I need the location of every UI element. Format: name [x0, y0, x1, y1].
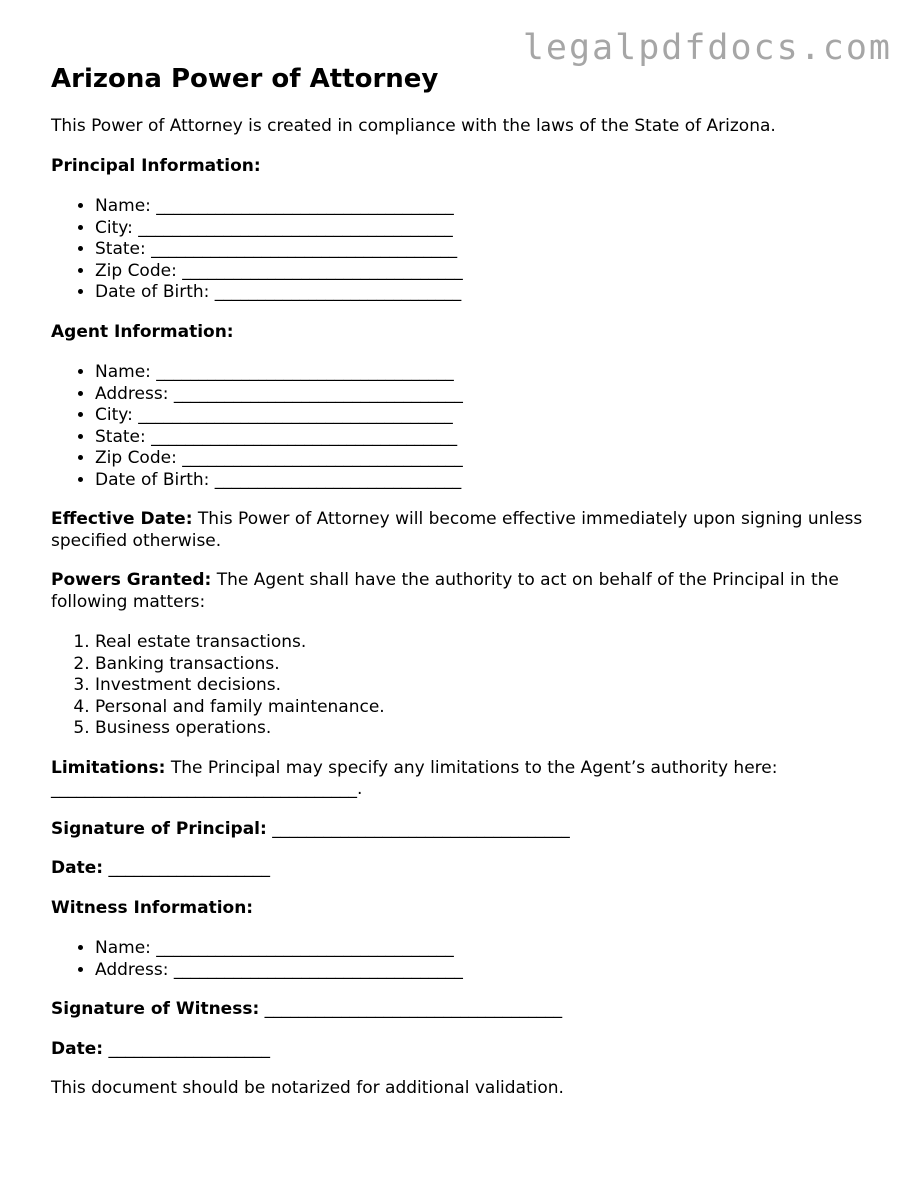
witness-address-field[interactable]: • Address: __________________________________	[95, 960, 871, 982]
principal-signature-line[interactable]: Signature of Principal: ___________________________________	[51, 818, 570, 839]
list-item: 4. Personal and family maintenance.	[95, 697, 871, 719]
limitations-paragraph[interactable]: Limitations: The Principal may specify any limitations to the Agent’s authority here: ____________________________________.	[51, 757, 778, 799]
agent-address-field[interactable]: • Address: __________________________________	[95, 384, 871, 406]
list-item: 3. Investment decisions.	[95, 675, 871, 697]
principal-name-field[interactable]: • Name: ___________________________________	[95, 196, 871, 218]
list-item: 2. Banking transactions.	[95, 654, 871, 676]
principal-city-field[interactable]: • City: _____________________________________	[95, 218, 871, 240]
list-item: 1. Real estate transactions.	[95, 632, 871, 654]
witness-name-field[interactable]: • Name: ___________________________________	[95, 938, 871, 960]
witness-signature-line[interactable]: Signature of Witness: ___________________________________	[51, 999, 563, 1019]
witness-fields	[51, 938, 871, 981]
powers-list	[51, 632, 871, 740]
witness-date-line[interactable]: Date: ___________________	[51, 1038, 270, 1059]
principal-fields	[51, 196, 871, 304]
principal-heading: Principal Information:	[51, 155, 261, 176]
powers-paragraph: Powers Granted: The Agent shall have the authority to act on behalf of the Principal in the following matters:	[51, 570, 839, 612]
agent-zip-field[interactable]: • Zip Code: _________________________________	[95, 448, 871, 470]
page-title: Arizona Power of Attorney	[51, 64, 439, 94]
agent-state-field[interactable]: • State: ____________________________________	[95, 427, 871, 449]
list-item: 5. Business operations.	[95, 718, 871, 740]
principal-state-field[interactable]: • State: ____________________________________	[95, 239, 871, 261]
agent-heading: Agent Information:	[51, 321, 234, 342]
principal-zip-field[interactable]: • Zip Code: _________________________________	[95, 261, 871, 283]
agent-name-field[interactable]: • Name: ___________________________________	[95, 362, 871, 384]
agent-fields	[51, 362, 871, 491]
effective-date-paragraph: Effective Date: This Power of Attorney will become effective immediately upon signing unless specified otherwise.	[51, 509, 863, 551]
principal-date-line[interactable]: Date: ___________________	[51, 858, 270, 878]
document	[51, 62, 871, 1100]
agent-dob-field[interactable]: • Date of Birth: _____________________________	[95, 470, 871, 492]
closing-text: This document should be notarized for additional validation.	[51, 1078, 564, 1098]
agent-city-field[interactable]: • City: _____________________________________	[95, 405, 871, 427]
principal-dob-field[interactable]: • Date of Birth: _____________________________	[95, 282, 871, 304]
intro-text: This Power of Attorney is created in compliance with the laws of the State of Arizona.	[51, 116, 776, 136]
watermark: legalpdfdocs.com	[522, 28, 892, 68]
witness-heading: Witness Information:	[51, 897, 254, 918]
